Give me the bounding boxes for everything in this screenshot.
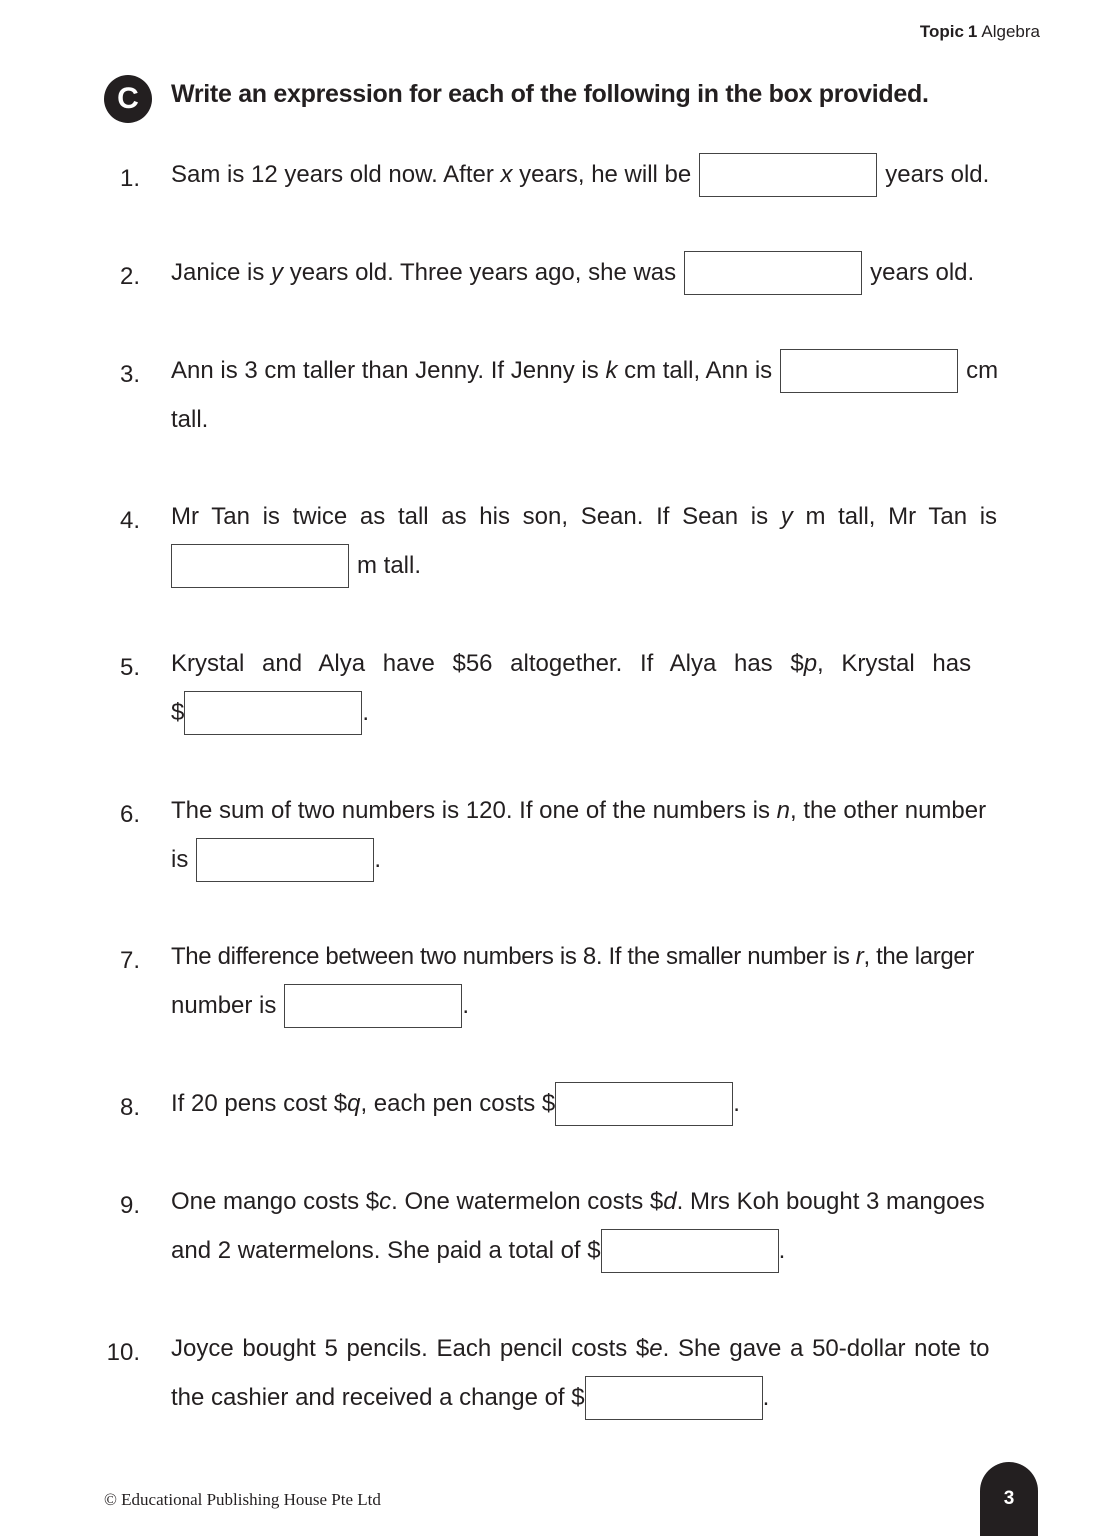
answer-box[interactable]: [184, 691, 362, 735]
full-stop: .: [374, 846, 382, 873]
question-text: . Mrs Koh bought 3 mangoes: [676, 1188, 985, 1215]
variable: n: [776, 797, 790, 824]
question-text: years old.: [870, 259, 975, 286]
question-text: Krystal and Alya have $56 altogether. If Alya has $: [171, 650, 804, 677]
section-letter-badge: C: [104, 75, 152, 123]
question-number: 1.: [119, 165, 140, 192]
full-stop: .: [362, 699, 370, 726]
variable: d: [663, 1188, 677, 1215]
question-text: Mr Tan is twice as tall as his son, Sean. If Sean is: [171, 503, 781, 530]
question-text: m tall, Mr Tan is: [792, 503, 998, 530]
answer-box[interactable]: [601, 1229, 779, 1273]
question-number: 5.: [119, 654, 140, 681]
variable: y: [271, 259, 284, 286]
question-number: 9.: [119, 1192, 140, 1219]
topic-name: Algebra: [981, 22, 1040, 41]
question-text: . One watermelon costs $: [391, 1188, 664, 1215]
question-text: m tall.: [357, 552, 422, 579]
variable: k: [605, 357, 618, 384]
question-text: , each pen costs $: [360, 1090, 556, 1117]
variable: e: [649, 1335, 663, 1362]
topic-header: [920, 22, 1040, 42]
section-instruction: Write an expression for each of the following in the box provided.: [171, 80, 929, 108]
answer-box[interactable]: [555, 1082, 733, 1126]
variable: q: [347, 1090, 361, 1117]
answer-box[interactable]: [171, 544, 349, 588]
dollar-sign: $: [171, 699, 185, 726]
question-text: , the larger: [863, 943, 974, 970]
question-text: Janice is: [171, 259, 272, 286]
question-text: Sam is 12 years old now. After: [171, 161, 501, 188]
question-text: years, he will be: [512, 161, 692, 188]
variable: y: [780, 503, 793, 530]
question-text: is: [171, 846, 189, 873]
question-text: cm: [966, 357, 999, 384]
question-text: . She gave a 50-dollar note to: [662, 1335, 990, 1362]
question-number: 4.: [119, 507, 140, 534]
answer-box[interactable]: [699, 153, 877, 197]
question-text: , the other number: [789, 797, 987, 824]
question-text: years old. Three years ago, she was: [283, 259, 677, 286]
question-text: The difference between two numbers is 8. If the smaller number is: [171, 943, 856, 970]
question-number: 8.: [119, 1094, 140, 1121]
question-number: 3.: [119, 361, 140, 388]
full-stop: .: [733, 1090, 740, 1117]
question-text: If 20 pens cost $: [171, 1090, 348, 1117]
question-number: 10.: [106, 1339, 140, 1366]
question-text: , Krystal has: [817, 650, 972, 677]
question-number: 6.: [119, 801, 140, 828]
variable: c: [379, 1188, 392, 1215]
question-text: Joyce bought 5 pencils. Each pencil costs $: [171, 1335, 650, 1362]
question-text: the cashier and received a change of $: [171, 1384, 585, 1411]
question-text: years old.: [885, 161, 990, 188]
answer-box[interactable]: [585, 1376, 763, 1420]
answer-box[interactable]: [196, 838, 374, 882]
variable: r: [855, 943, 864, 970]
variable: p: [803, 650, 818, 677]
question-text: The sum of two numbers is 120. If one of the numbers is: [171, 797, 777, 824]
question-text: tall.: [171, 406, 209, 433]
page-number-tab: [980, 1462, 1038, 1536]
full-stop: .: [762, 1384, 770, 1411]
page-number: 3: [1003, 1488, 1015, 1509]
topic-number: 1: [967, 22, 978, 41]
question-text: number is: [171, 992, 277, 1019]
answer-box[interactable]: [780, 349, 958, 393]
question-text: cm tall, Ann is: [617, 357, 773, 384]
variable: x: [500, 161, 513, 188]
question-text: and 2 watermelons. She paid a total of $: [171, 1237, 601, 1264]
full-stop: .: [778, 1237, 786, 1264]
answer-box[interactable]: [684, 251, 862, 295]
topic-label: Topic: [919, 22, 964, 41]
copyright-notice: © Educational Publishing House Pte Ltd: [104, 1490, 381, 1509]
question-text: One mango costs $: [171, 1188, 380, 1215]
full-stop: .: [462, 992, 470, 1019]
question-text: Ann is 3 cm taller than Jenny. If Jenny is: [171, 357, 606, 384]
answer-box[interactable]: [284, 984, 462, 1028]
question-number: 7.: [119, 947, 140, 974]
question-number: 2.: [119, 263, 140, 290]
